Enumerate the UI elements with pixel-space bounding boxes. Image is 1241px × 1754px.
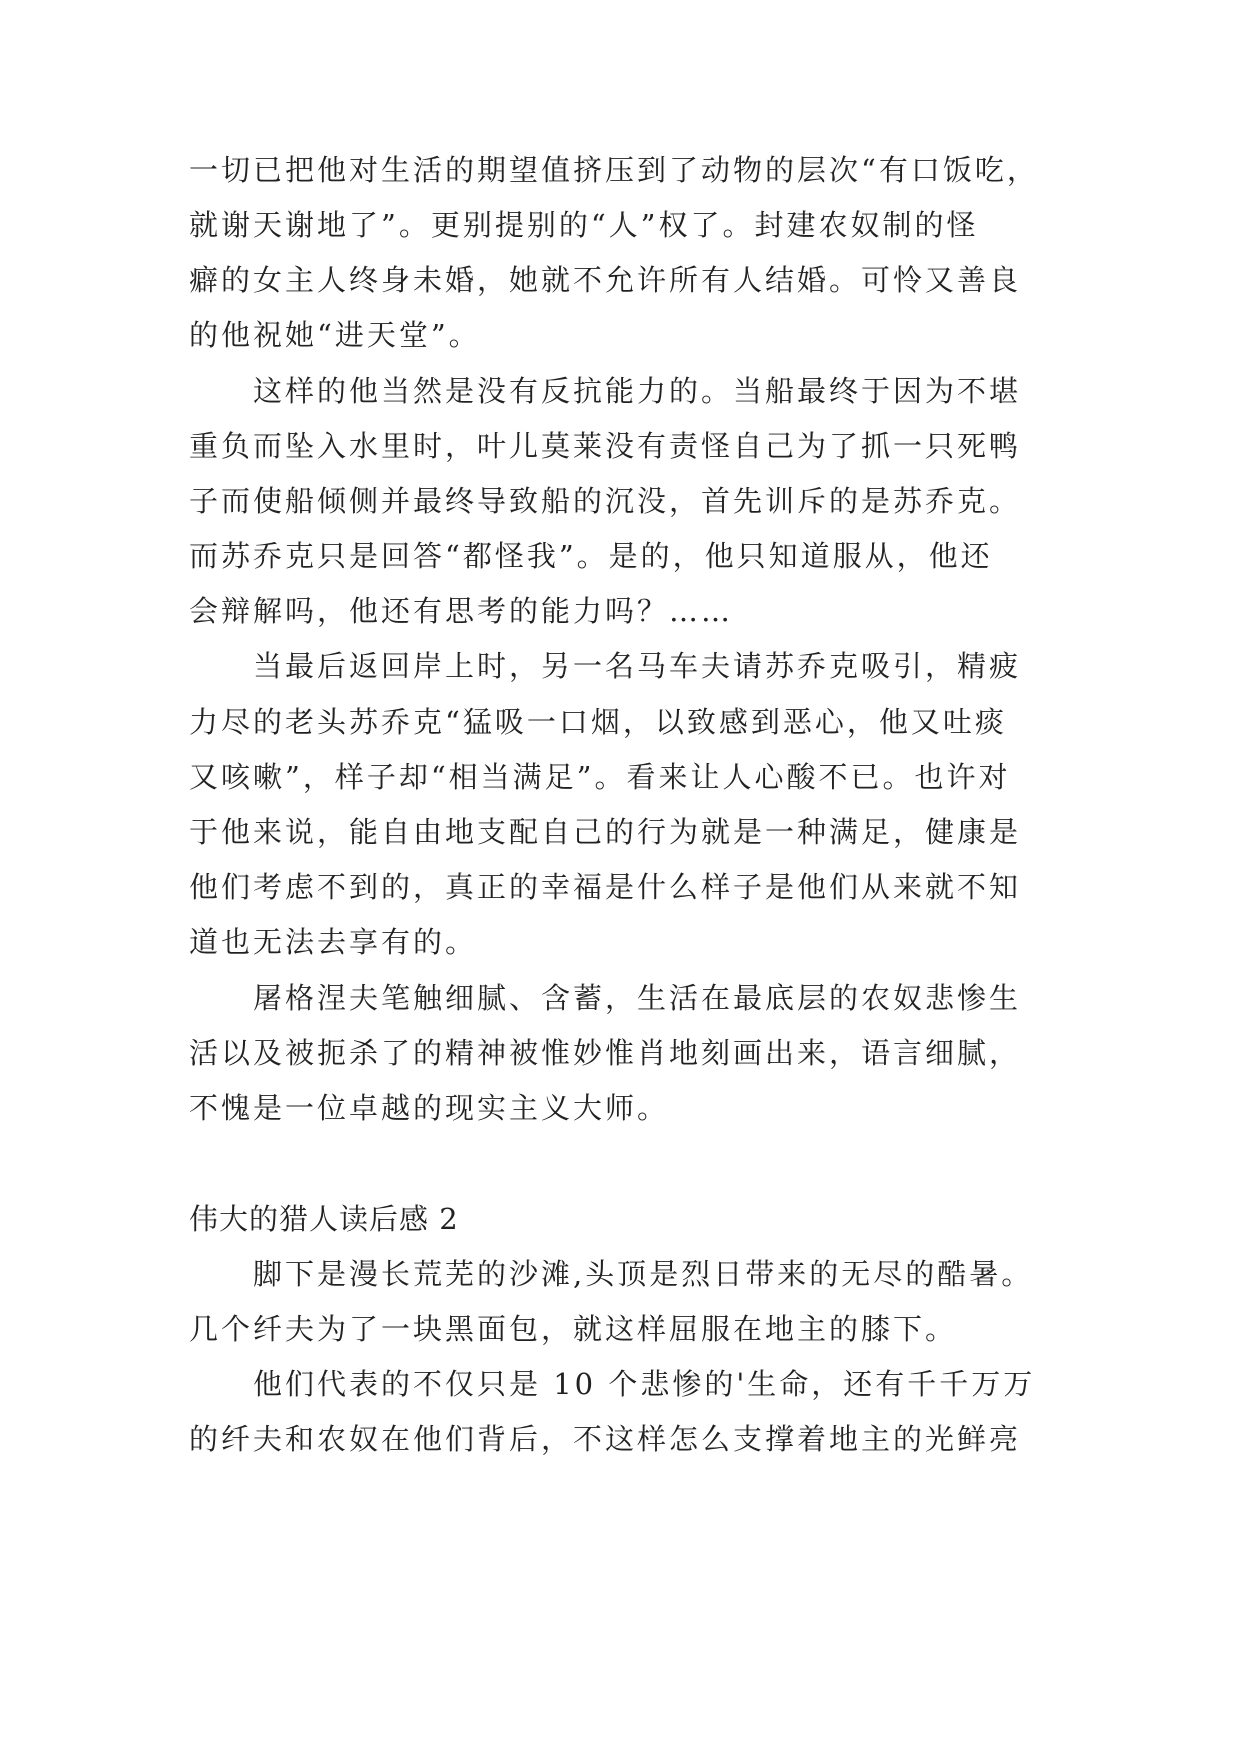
text-line: 重负而坠入水里时，叶儿莫莱没有责怪自己为了抓一只死鸭 — [189, 429, 1022, 463]
text-line: 一切已把他对生活的期望值挤压到了动物的层次“有口饭吃， — [189, 153, 1039, 187]
paragraph-first-line: 这样的他当然是没有反抗能力的。当船最终于因为不堪 — [253, 374, 1022, 408]
text-line: 又咳嗽”，样子却“相当满足”。看来让人心酸不已。也许对 — [189, 760, 1011, 794]
text-line: 会辩解吗，他还有思考的能力吗？…… — [189, 594, 734, 628]
section-heading: 伟大的猎人读后感 2 — [189, 1202, 459, 1236]
paragraph-first-line: 当最后返回岸上时，另一名马车夫请苏乔克吸引，精疲 — [253, 649, 1022, 683]
text-line: 他们考虑不到的，真正的幸福是什么样子是他们从来就不知 — [189, 870, 1022, 904]
text-line: 不愧是一位卓越的现实主义大师。 — [189, 1091, 670, 1125]
text-line: 几个纤夫为了一块黑面包，就这样屈服在地主的膝下。 — [189, 1312, 958, 1346]
paragraph-first-line: 脚下是漫长荒芜的沙滩,头顶是烈日带来的无尽的酷暑。 — [253, 1257, 1034, 1291]
text-line: 于他来说，能自由地支配自己的行为就是一种满足，健康是 — [189, 815, 1022, 849]
text-line: 的纤夫和农奴在他们背后，不这样怎么支撑着地主的光鲜亮 — [189, 1422, 1022, 1456]
text-line: 癖的女主人终身未婚，她就不允许所有人结婚。可怜又善良 — [189, 263, 1022, 297]
text-line: 活以及被扼杀了的精神被惟妙惟肖地刻画出来，语言细腻， — [189, 1036, 1022, 1070]
text-line: 力尽的老头苏乔克“猛吸一口烟，以致感到恶心，他又吐痰 — [189, 705, 1007, 739]
text-line: 而苏乔克只是回答“都怪我”。是的，他只知道服从，他还 — [189, 539, 993, 573]
text-line: 子而使船倾侧并最终导致船的沉没，首先训斥的是苏乔克。 — [189, 484, 1022, 518]
paragraph-first-line: 屠格涅夫笔触细腻、含蓄，生活在最底层的农奴悲惨生 — [253, 981, 1022, 1015]
text-line: 就谢天谢地了”。更别提别的“人”权了。封建农奴制的怪 — [189, 208, 979, 242]
paragraph-first-line: 他们代表的不仅只是 10 个悲惨的'生命，还有千千万万 — [253, 1367, 1036, 1401]
text-line: 的他祝她“进天堂”。 — [189, 318, 481, 352]
text-line: 道也无法去享有的。 — [189, 925, 478, 959]
